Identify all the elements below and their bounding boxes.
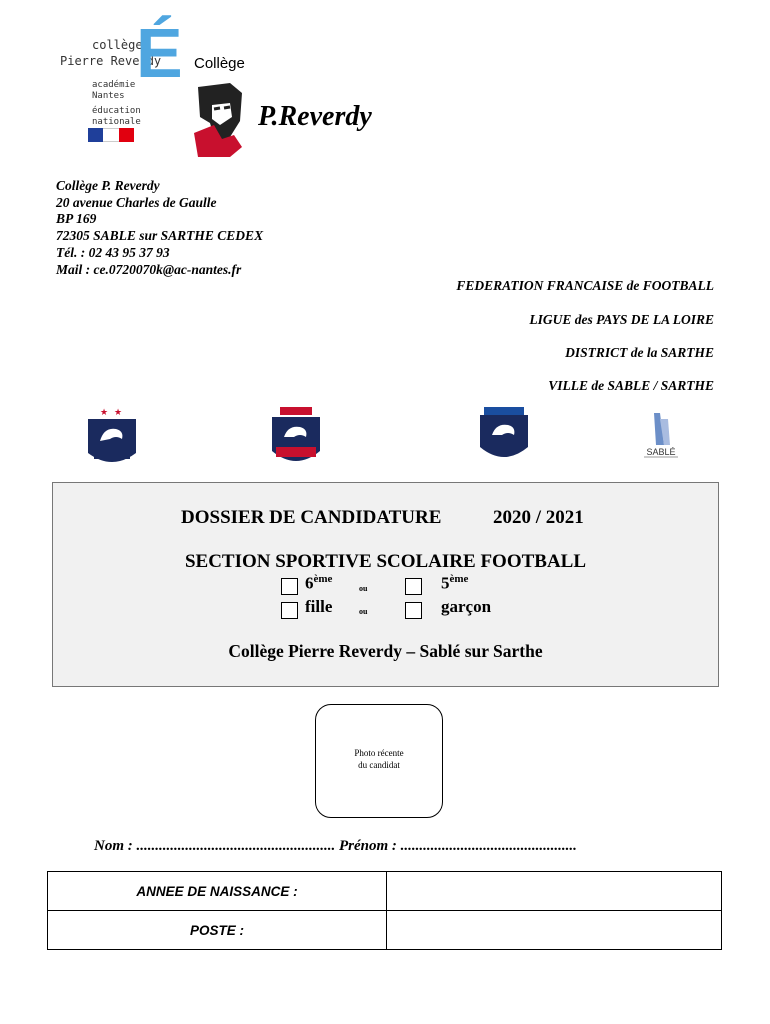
college-reverdy-logo (190, 55, 390, 160)
address-line: Tél. : 02 43 95 37 93 (56, 244, 170, 260)
option-garcon: garçon (441, 597, 492, 616)
candidate-info-table (47, 871, 722, 950)
french-flag-icon (88, 128, 134, 142)
table-row (48, 911, 722, 950)
address-line: Collège P. Reverdy (56, 178, 160, 193)
option-6eme-sup: ème (313, 573, 333, 585)
logo-nantes-text: Nantes (92, 91, 125, 101)
logo-nationale-text: nationale (92, 117, 141, 127)
table-row (48, 872, 722, 911)
ville-line: VILLE de SABLE / SARTHE (548, 378, 714, 393)
annee-naissance-field[interactable] (387, 872, 722, 911)
school-address (56, 178, 263, 278)
photo-caption-line: Photo récente (354, 748, 404, 758)
dossier-title: DOSSIER DE CANDIDATURE (181, 507, 442, 528)
option-5eme-sup: ème (449, 573, 469, 585)
poste-field[interactable] (387, 911, 722, 950)
option-fille: fille (305, 597, 333, 616)
photo-caption-line: du candidat (358, 760, 400, 770)
svg-text:SABLÉ: SABLÉ (646, 447, 676, 457)
logo-reverdy-name-text: P.Reverdy (258, 101, 372, 132)
logo-college-label: Collège (194, 55, 245, 72)
logo-college-text: collège (92, 38, 143, 52)
logo-reverdy-name (258, 101, 372, 133)
school-year: 2020 / 2021 (493, 507, 584, 528)
checkbox-5eme[interactable] (405, 578, 422, 595)
photo-placeholder[interactable] (315, 704, 443, 818)
poste-label: POSTE : (48, 911, 387, 950)
photo-caption (316, 747, 442, 771)
candidature-box (52, 482, 719, 687)
sable-sur-sarthe-logo-icon (636, 405, 686, 471)
option-5eme-label: 5 (441, 573, 450, 593)
checkbox-fille[interactable] (281, 602, 298, 619)
option-6eme-label: 6 (305, 573, 314, 593)
ligue-line: LIGUE des PAYS DE LA LOIRE (529, 312, 714, 327)
federation-line: FEDERATION FRANCAISE de FOOTBALL (456, 278, 714, 293)
address-line: 72305 SABLE sur SARTHE CEDEX (56, 228, 264, 244)
ou-label: ou (359, 584, 368, 593)
svg-text:★: ★ (100, 407, 109, 417)
france-fff-badge-icon (82, 405, 142, 471)
svg-text:★: ★ (114, 407, 123, 417)
ligue-pays-de-la-loire-badge-icon (266, 405, 326, 471)
logo-education-text: éducation (92, 106, 141, 116)
checkbox-6eme[interactable] (281, 578, 298, 595)
address-email: Mail : ce.0720070k@ac-nantes.fr (56, 261, 242, 277)
section-title: SECTION SPORTIVE SCOLAIRE FOOTBALL (184, 551, 587, 572)
address-line: 20 avenue Charles de Gaulle (56, 194, 217, 210)
logo-academie-text: académie (92, 80, 136, 90)
district-sarthe-badge-icon (474, 405, 534, 471)
address-line: BP 169 (56, 211, 97, 227)
annee-naissance-label: ANNEE DE NAISSANCE : (48, 872, 387, 911)
option-6eme (305, 573, 332, 594)
logo-pierre-reverdy-text: Pierre Reverdy (60, 54, 162, 68)
academie-nantes-logo (58, 14, 183, 158)
portrait-icon (190, 77, 260, 157)
college-line: Collège Pierre Reverdy – Sablé sur Sarthe (228, 641, 543, 661)
ou-label: ou (359, 607, 368, 616)
logo-e-letter: É (136, 14, 183, 92)
district-line: DISTRICT de la SARTHE (565, 345, 714, 360)
nom-prenom-line[interactable]: Nom : ..................................................... Prénom : ............................................... (94, 838, 577, 854)
checkbox-garcon[interactable] (405, 602, 422, 619)
option-5eme (441, 573, 468, 594)
